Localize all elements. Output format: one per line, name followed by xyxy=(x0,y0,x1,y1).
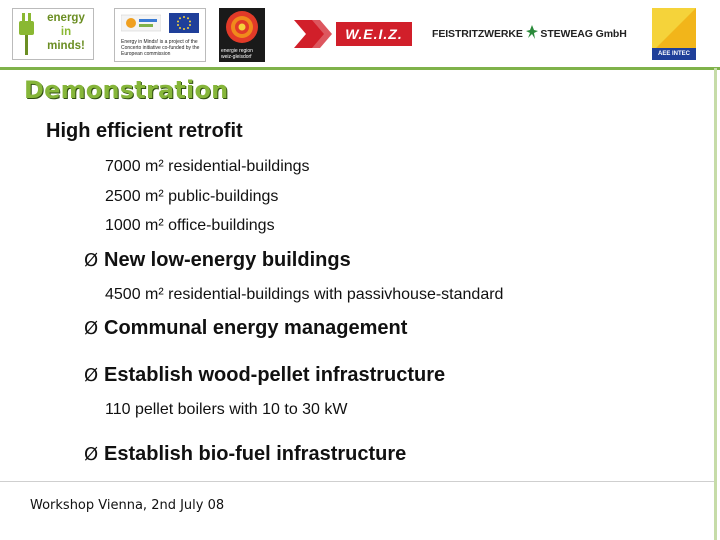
arrow-bullet-icon: Ø xyxy=(84,365,99,386)
bullet-label: Establish bio-fuel infrastructure xyxy=(104,443,407,465)
bullet-detail-passivhouse: 4500 m² residential-buildings with passivhouse-standard xyxy=(105,286,504,303)
energy-region-logo xyxy=(219,8,265,62)
arrow-bullet-icon: Ø xyxy=(84,318,99,339)
eu-fine-print: Energy in Minds! is a project of the Concerto initiative co-funded by the European commission xyxy=(121,39,200,57)
weiz-chevron-icon xyxy=(292,16,336,52)
spark-icon xyxy=(526,25,538,39)
bullet-label: New low-energy buildings xyxy=(104,249,351,271)
energy-in-minds-wordmark xyxy=(40,11,92,53)
bullet-detail-pellet-boilers: 110 pellet boilers with 10 to 30 kW xyxy=(105,401,348,418)
spiral-icon xyxy=(219,8,265,48)
eu-flag-icon xyxy=(169,13,199,33)
bullet-label: Communal energy management xyxy=(104,317,408,339)
bullet-communal-energy xyxy=(84,317,407,340)
retrofit-item-office: 1000 m² office-buildings xyxy=(105,217,275,234)
bullet-new-low-energy xyxy=(84,249,351,272)
slide-title: Demonstration xyxy=(24,76,229,104)
aee-intec-logo xyxy=(652,8,696,60)
arrow-bullet-icon: Ø xyxy=(84,444,99,465)
header-rule xyxy=(0,67,720,70)
bullet-bio-fuel xyxy=(84,443,406,466)
feistritzwerke-name: FEISTRITZWERKE xyxy=(432,28,523,40)
logo-line-energy: energy xyxy=(47,12,85,24)
sun-icon xyxy=(652,8,696,48)
concerto-mark-icon xyxy=(121,13,161,33)
concerto-eu-logo xyxy=(114,8,206,62)
energy-region-caption: energie region weiz-gleisdorf xyxy=(221,48,253,60)
weiz-label: W.E.I.Z. xyxy=(336,22,412,46)
retrofit-item-public: 2500 m² public-buildings xyxy=(105,188,279,205)
bullet-label: Establish wood-pellet infrastructure xyxy=(104,364,446,386)
footer-text: Workshop Vienna, 2nd July 08 xyxy=(30,498,225,513)
weiz-logo xyxy=(292,16,414,52)
steweag-name: STEWEAG GmbH xyxy=(540,28,627,40)
arrow-bullet-icon: Ø xyxy=(84,250,99,271)
plug-icon xyxy=(17,13,35,55)
feistritzwerke-logo xyxy=(432,24,640,44)
energy-in-minds-logo xyxy=(12,8,94,60)
aee-intec-label: AEE INTEC xyxy=(652,48,696,60)
retrofit-item-residential: 7000 m² residential-buildings xyxy=(105,158,310,175)
retrofit-heading: High efficient retrofit xyxy=(46,120,243,142)
logo-line-minds: minds! xyxy=(47,40,85,52)
logo-line-in: in xyxy=(60,26,72,38)
footer-rule xyxy=(0,481,714,482)
bullet-wood-pellet xyxy=(84,364,445,387)
right-border-rule xyxy=(714,68,717,540)
